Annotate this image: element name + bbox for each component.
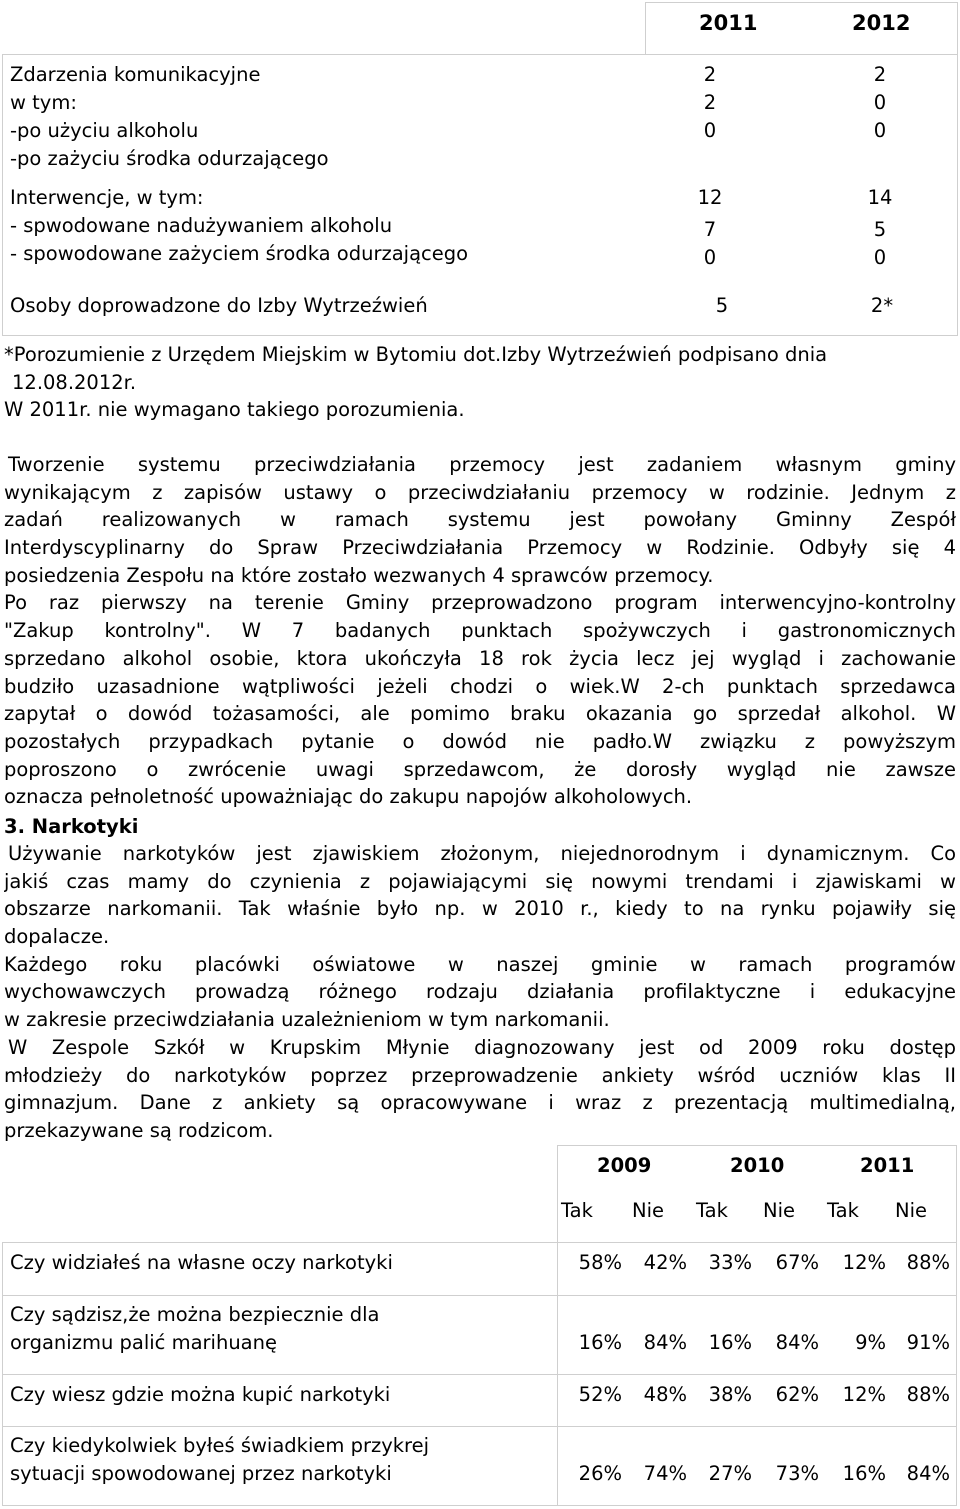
subheader-tak: Tak — [561, 1199, 593, 1222]
row-label: - spowodowane zażyciem środka odurzającego — [10, 242, 469, 265]
subheader-tak: Tak — [827, 1199, 859, 1222]
question-label: Czy sądzisz,że można bezpiecznie dla — [10, 1303, 380, 1326]
value-2012: 14 — [867, 186, 893, 209]
year-header-2009: 2009 — [597, 1154, 652, 1177]
percent-value: 67% — [775, 1251, 819, 1274]
text-line: dopalacze. — [4, 925, 110, 949]
row-label: Osoby doprowadzone do Izby Wytrzeźwień — [10, 294, 428, 317]
percent-value: 38% — [708, 1383, 752, 1406]
text-line: wynikającym z zapisów ustawy o przeciwdziałaniu przemocy w rodzinie. Jednym z — [4, 480, 956, 504]
value-2011: 12 — [697, 186, 723, 209]
subheader-nie: Nie — [763, 1199, 796, 1222]
value-2011: 5 — [715, 294, 729, 317]
percent-value: 16% — [842, 1462, 886, 1485]
percent-value: 33% — [708, 1251, 752, 1274]
text-line: gimnazjum. Dane z ankiety są opracowywane i wraz z prezentacją multimedialną, — [4, 1091, 956, 1115]
question-label: organizmu palić marihuanę — [10, 1331, 277, 1354]
question-label: Czy widziałeś na własne oczy narkotyki — [10, 1251, 393, 1274]
year-header-2011: 2011 — [699, 11, 758, 35]
percent-value: 84% — [643, 1331, 687, 1354]
percent-value: 27% — [708, 1462, 752, 1485]
row-label: -po zażyciu środka odurzającego — [10, 147, 329, 170]
row-label: Interwencje, w tym: — [10, 186, 204, 209]
value-2012: 0 — [873, 91, 887, 114]
section-heading: 3. Narkotyki — [4, 815, 139, 838]
footnote-line: W 2011r. nie wymagano takiego porozumienia. — [4, 398, 465, 421]
percent-value: 73% — [775, 1462, 819, 1485]
question-label: Czy wiesz gdzie można kupić narkotyki — [10, 1383, 391, 1406]
subheader-tak: Tak — [696, 1199, 728, 1222]
percent-value: 58% — [578, 1251, 622, 1274]
footnote-line: *Porozumienie z Urzędem Miejskim w Bytomiu dot.Izby Wytrzeźwień podpisano dnia — [4, 343, 828, 366]
percent-value: 88% — [906, 1251, 950, 1274]
percent-value: 91% — [906, 1331, 950, 1354]
question-label: sytuacji spowodowanej przez narkotyki — [10, 1462, 392, 1485]
text-line: W Zespole Szkół w Krupskim Młynie diagnozowany jest od 2009 roku dostęp — [8, 1035, 956, 1059]
percent-value: 42% — [643, 1251, 687, 1274]
text-line: Używanie narkotyków jest zjawiskiem złożonym, niejednorodnym i dynamicznym. Co — [8, 842, 956, 865]
text-line: zadań realizowanych w ramach systemu jest powołany Gminny Zespół — [4, 508, 956, 532]
text-line: młodzieży do narkotyków poprzez przeprowadzenie ankiety wśród uczniów klas II — [4, 1063, 956, 1087]
percent-value: 84% — [906, 1462, 950, 1485]
value-2011: 2 — [703, 91, 717, 114]
row-label: Zdarzenia komunikacyjne — [10, 63, 261, 86]
row-label: w tym: — [10, 91, 77, 114]
text-line: Interdyscyplinarny do Spraw Przeciwdziałania Przemocy w Rodzinie. Odbyły się 4 — [4, 536, 956, 560]
percent-value: 62% — [775, 1383, 819, 1406]
row-label: - spwodowane nadużywaniem alkoholu — [10, 214, 393, 237]
year-header-2012: 2012 — [852, 11, 911, 35]
percent-value: 26% — [578, 1462, 622, 1485]
year-header-2011: 2011 — [860, 1154, 915, 1177]
percent-value: 16% — [708, 1331, 752, 1354]
text-line: Tworzenie systemu przeciwdziałania przemocy jest zadaniem własnym gminy — [8, 453, 956, 476]
percent-value: 52% — [578, 1383, 622, 1406]
paragraph-violence-alcohol — [4, 451, 956, 811]
text-line: posiedzenia Zespołu na które zostało wezwanych 4 sprawców przemocy. — [4, 563, 714, 587]
year-header-2010: 2010 — [730, 1154, 785, 1177]
value-2011: 0 — [703, 119, 717, 142]
value-2012: 2* — [870, 294, 894, 317]
text-line: "Zakup kontrolny". W 7 badanych punktach spożywczych i gastronomicznych — [4, 619, 956, 643]
percent-value: 12% — [842, 1251, 886, 1274]
value-2011: 0 — [703, 246, 717, 269]
text-line: przekazywane są rodzicom. — [4, 1118, 274, 1142]
value-2011: 7 — [703, 218, 717, 241]
text-line: Po raz pierwszy na terenie Gminy przeprowadzono program interwencyjno-kontrolny — [4, 591, 956, 615]
text-line: obszarze narkomanii. Tak właśnie było np. w 2010 r., kiedy to na rynku pojawiły się — [4, 897, 956, 921]
paragraph-drugs — [4, 840, 956, 1145]
percent-value: 84% — [775, 1331, 819, 1354]
percent-value: 48% — [643, 1383, 687, 1406]
text-line: wychowawczych prowadzą różnego rodzaju działania profilaktyczne i edukacyjne — [4, 980, 956, 1004]
value-2012: 0 — [873, 246, 887, 269]
value-2012: 0 — [873, 119, 887, 142]
text-line: w zakresie przeciwdziałania uzależnieniom w tym narkomanii. — [4, 1008, 610, 1032]
text-line: budziło uzasadnione wątpliwości jeżeli chodzi o wiek.W 2-ch punktach sprzedawca — [4, 674, 956, 698]
text-line: jakiś czas mamy do czynienia z pojawiającymi się nowymi trendami i zjawiskami w — [4, 869, 956, 893]
footnote-line: 12.08.2012r. — [12, 371, 137, 394]
percent-value: 16% — [578, 1331, 622, 1354]
subheader-nie: Nie — [632, 1199, 665, 1222]
percent-value: 9% — [855, 1331, 886, 1354]
text-line: sprzedano alkohol osobie, ktora ukończyła 18 rok życia lecz jej wygląd i zachowanie — [4, 646, 956, 670]
question-label: Czy kiedykolwiek byłeś świadkiem przykrej — [10, 1434, 430, 1457]
text-line: pozostałych przypadkach pytanie o dowód nie padło.W związku z powyższym — [4, 729, 956, 753]
percent-value: 12% — [842, 1383, 886, 1406]
row-label: -po użyciu alkoholu — [10, 119, 199, 142]
text-line: oznacza pełnoletność upoważniając do zakupu napojów alkoholowych. — [4, 785, 693, 809]
text-line: poproszono o zwrócenie uwagi sprzedawcom, że dorosły wygląd nie zawsze — [4, 757, 956, 781]
subheader-nie: Nie — [895, 1199, 928, 1222]
percent-value: 88% — [906, 1383, 950, 1406]
text-line: Każdego roku placówki oświatowe w naszej gminie w ramach programów — [4, 952, 956, 976]
text-line: zapytał o dowód tożasamości, ale pomimo braku okazania go sprzedał alkohol. W — [4, 702, 956, 726]
percent-value: 74% — [643, 1462, 687, 1485]
value-2011: 2 — [703, 63, 717, 86]
value-2012: 2 — [873, 63, 887, 86]
value-2012: 5 — [873, 218, 887, 241]
